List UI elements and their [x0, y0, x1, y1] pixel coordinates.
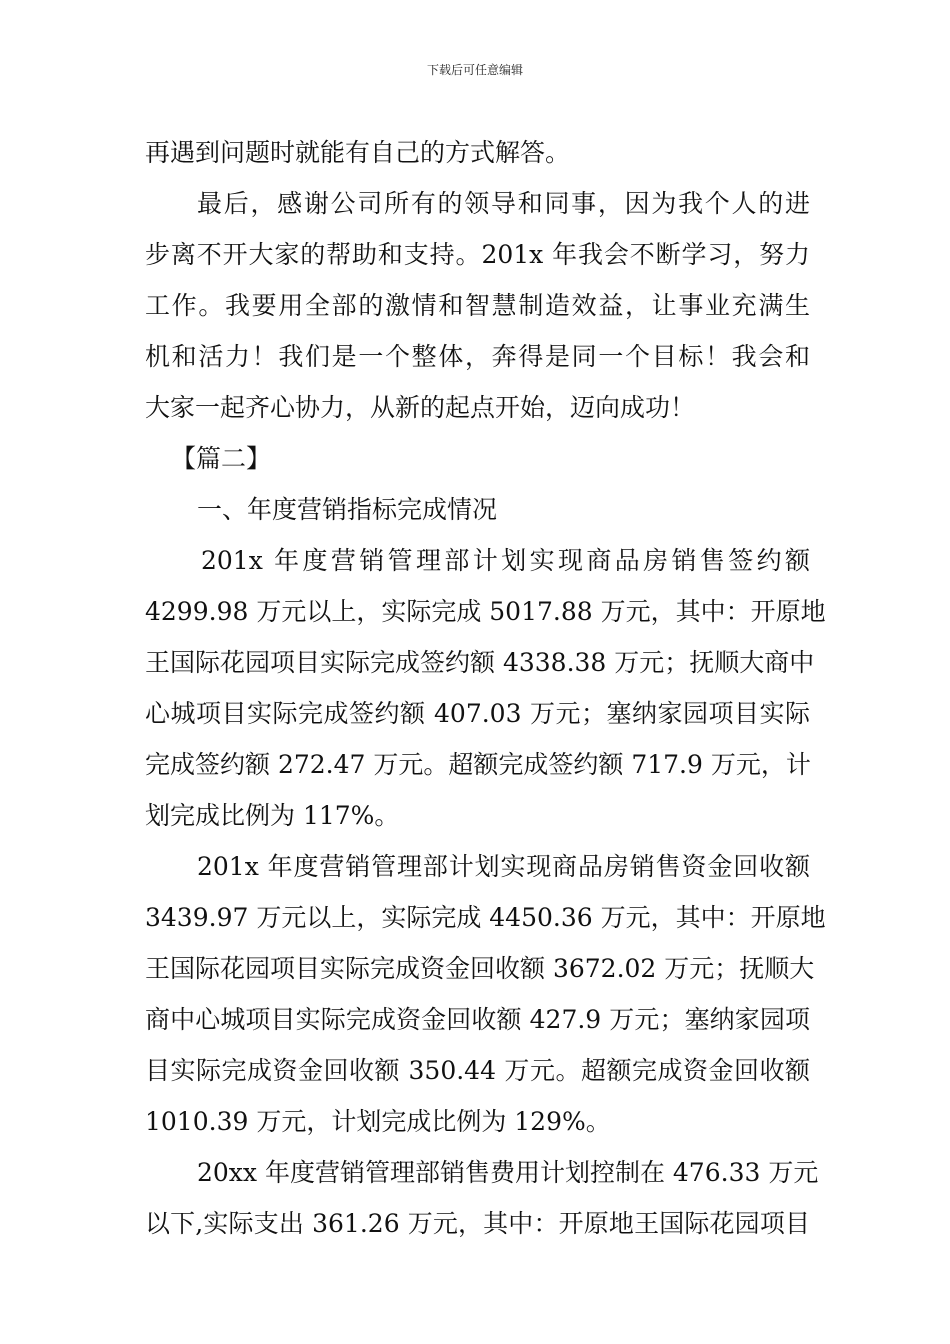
text-line: 目实际完成资金回收额 350.44 万元。超额完成资金回收额 [145, 1056, 810, 1085]
text-line: 划完成比例为 117%。 [145, 801, 400, 830]
text-line: 机和活力！我们是一个整体，奔得是同一个目标！我会和 [145, 342, 810, 371]
section-heading: 【篇二】 [171, 444, 272, 473]
text-line: 以下,实际支出 361.26 万元，其中：开原地王国际花园项目 [145, 1209, 810, 1238]
document-body [145, 127, 826, 1249]
text-line: 工作。我要用全部的激情和智慧制造效益，让事业充满生 [145, 291, 810, 320]
text-line: 201x 年度营销管理部计划实现商品房销售签约额 [201, 546, 810, 575]
text-line: 4299.98 万元以上，实际完成 5017.88 万元，其中：开原地 [145, 597, 826, 626]
text-line: 201x 年度营销管理部计划实现商品房销售资金回收额 [197, 852, 810, 881]
text-line: 完成签约额 272.47 万元。超额完成签约额 717.9 万元，计 [145, 750, 811, 779]
text-line: 20xx 年度营销管理部销售费用计划控制在 476.33 万元 [197, 1158, 819, 1187]
text-line: 最后，感谢公司所有的领导和同事，因为我个人的进 [197, 189, 810, 218]
page-header: 下载后可任意编辑 [426, 63, 523, 77]
text-line: 1010.39 万元，计划完成比例为 129%。 [145, 1107, 611, 1136]
text-line: 再遇到问题时就能有自己的方式解答。 [145, 138, 571, 167]
text-line: 心城项目实际完成签约额 407.03 万元；塞纳家园项目实际 [145, 699, 810, 728]
text-line: 王国际花园项目实际完成签约额 4338.38 万元；抚顺大商中 [145, 648, 815, 677]
text-line: 步离不开大家的帮助和支持。201x 年我会不断学习，努力 [145, 240, 810, 269]
subsection-heading: 一、年度营销指标完成情况 [197, 495, 498, 524]
text-line: 大家一起齐心协力，从新的起点开始，迈向成功！ [145, 393, 696, 422]
text-line: 王国际花园项目实际完成资金回收额 3672.02 万元；抚顺大 [145, 954, 815, 983]
text-line: 3439.97 万元以上，实际完成 4450.36 万元，其中：开原地 [145, 903, 826, 932]
text-line: 商中心城项目实际完成资金回收额 427.9 万元；塞纳家园项 [145, 1005, 810, 1034]
